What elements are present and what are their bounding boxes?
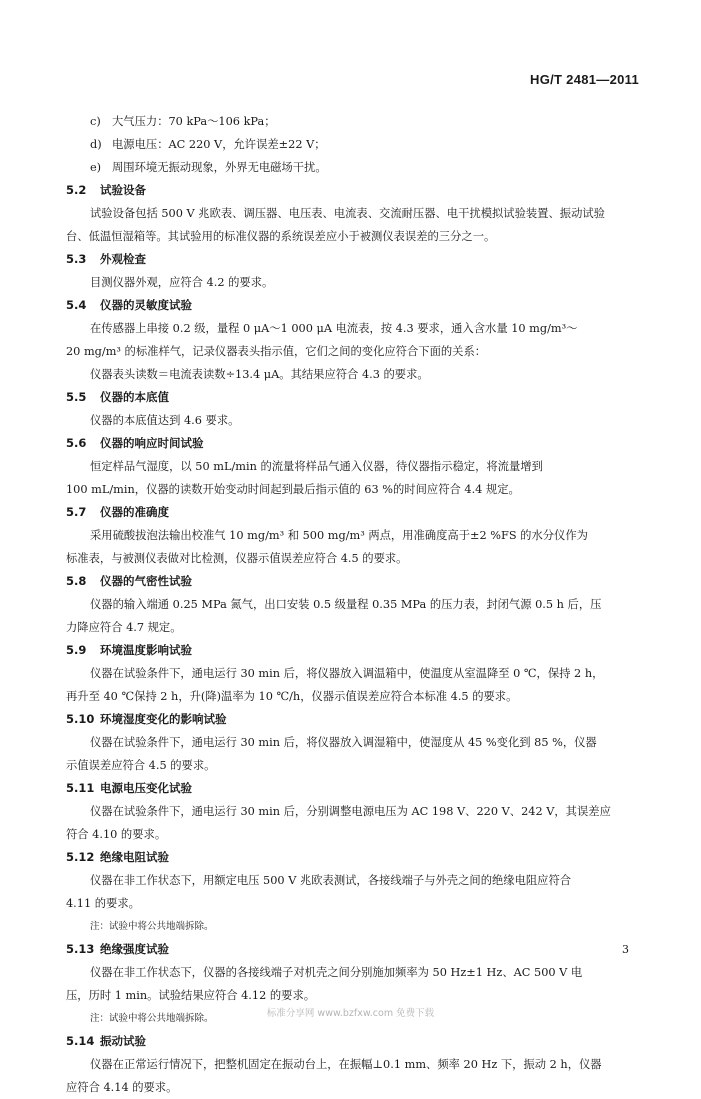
section-heading	[66, 639, 638, 662]
section-heading	[66, 570, 638, 593]
section-heading	[66, 708, 638, 731]
section-number: 5.12	[66, 850, 95, 864]
paragraph-line: 100 mL/min，仪器的读数开始变动时间起到最后指示值的 63 %的时间应符合 4.4 规定。	[66, 483, 520, 496]
document-body	[66, 110, 638, 1099]
list-item	[66, 110, 638, 133]
paragraph-line: 力降应符合 4.7 规定。	[66, 621, 182, 634]
list-item-label: c)	[90, 115, 101, 128]
section-heading	[66, 179, 638, 202]
footer-watermark: 标准分享网 www.bzfxw.com 免费下载	[266, 1008, 435, 1019]
paragraph-line: 试验设备包括 500 V 兆欧表、调压器、电压表、电流表、交流耐压器、电干扰模拟试验装置、振动试验	[90, 207, 605, 220]
paragraph-line: 仪器的输入端通 0.25 MPa 氮气，出口安装 0.5 级量程 0.35 MPa 的压力表，封闭气源 0.5 h 后，压	[90, 598, 602, 611]
section-title: 振动试验	[100, 1034, 146, 1048]
list-item-label: d)	[90, 138, 102, 151]
note: 注：试验中将公共地端拆除。	[90, 1013, 214, 1024]
section-title: 仪器的灵敏度试验	[100, 298, 192, 312]
paragraph-line: 示值误差应符合 4.5 的要求。	[66, 759, 216, 772]
section-number: 5.3	[66, 252, 87, 266]
paragraph-line: 20 mg/m³ 的标准样气，记录仪器表头指示值，它们之间的变化应符合下面的关系：	[66, 345, 487, 358]
section-number: 5.2	[66, 183, 87, 197]
paragraph-line: 仪器在非工作状态下，仪器的各接线端子对机壳之间分别施加频率为 50 Hz±1 Hz、AC 500 V 电	[90, 966, 583, 979]
paragraph-line: 目测仪器外观，应符合 4.2 的要求。	[90, 276, 274, 289]
list-item-label: e)	[90, 161, 102, 174]
section-number: 5.11	[66, 781, 95, 795]
section-number: 5.9	[66, 643, 87, 657]
section-title: 环境湿度变化的影响试验	[100, 712, 227, 726]
paragraph-line: 应符合 4.14 的要求。	[66, 1081, 178, 1094]
section-title: 绝缘强度试验	[100, 942, 169, 956]
paragraph-line: 仪器在试验条件下，通电运行 30 min 后，将仪器放入调湿箱中，使湿度从 45 %变化到 85 %，仪器	[90, 736, 597, 749]
paragraph-line: 再升至 40 ℃保持 2 h，升(降)温率为 10 ℃/h，仪器示值误差应符合本标准 4.5 的要求。	[66, 690, 518, 703]
section-heading	[66, 501, 638, 524]
section-number: 5.10	[66, 712, 95, 726]
paragraph-line: 台、低温恒湿箱等。其试验用的标准仪器的系统误差应小于被测仪表误差的三分之一。	[66, 230, 496, 243]
section-heading	[66, 294, 638, 317]
paragraph-line: 采用硫酸拔泡法输出校准气 10 mg/m³ 和 500 mg/m³ 两点，用准确度高于±2 %FS 的水分仪作为	[90, 529, 588, 542]
list-item	[66, 133, 638, 156]
section-heading	[66, 777, 638, 800]
section-heading	[66, 938, 638, 961]
paragraph-line: 仪器的本底值达到 4.6 要求。	[90, 414, 240, 427]
section-title: 仪器的响应时间试验	[100, 436, 204, 450]
list-item	[66, 156, 638, 179]
section-title: 外观检查	[100, 252, 146, 266]
paragraph-line: 在传感器上串接 0.2 级，量程 0 μA～1 000 μA 电流表，按 4.3 要求，通入含水量 10 mg/m³～	[90, 322, 578, 335]
section-number: 5.7	[66, 505, 87, 519]
section-heading	[66, 432, 638, 455]
section-title: 试验设备	[100, 183, 146, 197]
section-number: 5.13	[66, 942, 95, 956]
paragraph-line: 符合 4.10 的要求。	[66, 828, 167, 841]
section-title: 环境温度影响试验	[100, 643, 192, 657]
list-item-text: 电源电压：AC 220 V，允许误差±22 V；	[112, 138, 326, 151]
section-title: 仪器的本底值	[100, 390, 169, 404]
section-number: 5.5	[66, 390, 87, 404]
paragraph-line: 仪器在试验条件下，通电运行 30 min 后，分别调整电源电压为 AC 198 V、220 V、242 V，其误差应	[90, 805, 611, 818]
section-heading	[66, 248, 638, 271]
paragraph-line: 标准表，与被测仪表做对比检测，仪器示值误差应符合 4.5 的要求。	[66, 552, 408, 565]
standard-code: HG/T 2481—2011	[530, 72, 639, 87]
section-title: 电源电压变化试验	[100, 781, 192, 795]
paragraph-line: 仪器在试验条件下，通电运行 30 min 后，将仪器放入调温箱中，使温度从室温降至 0 ℃，保持 2 h，	[90, 667, 604, 680]
section-number: 5.8	[66, 574, 87, 588]
page-number: 3	[622, 943, 629, 956]
section-title: 仪器的准确度	[100, 505, 169, 519]
paragraph-line: 恒定样品气湿度，以 50 mL/min 的流量将样品气通入仪器，待仪器指示稳定，将流量增到	[90, 460, 543, 473]
paragraph-line: 仪器在非工作状态下，用额定电压 500 V 兆欧表测试，各接线端子与外壳之间的绝缘电阻应符合	[90, 874, 572, 887]
section-number: 5.14	[66, 1034, 95, 1048]
section-title: 绝缘电阻试验	[100, 850, 169, 864]
list-item-text: 大气压力：70 kPa～106 kPa；	[112, 115, 276, 128]
section-number: 5.4	[66, 298, 87, 312]
section-heading	[66, 846, 638, 869]
paragraph-line: 仪器表头读数＝电流表读数÷13.4 μA。其结果应符合 4.3 的要求。	[90, 368, 429, 381]
section-title: 仪器的气密性试验	[100, 574, 192, 588]
paragraph-line: 仪器在正常运行情况下，把整机固定在振动台上，在振幅⊥0.1 mm、频率 20 Hz 下，振动 2 h，仪器	[90, 1058, 602, 1071]
section-heading	[66, 1030, 638, 1053]
paragraph-line: 压，历时 1 min。试验结果应符合 4.12 的要求。	[66, 989, 316, 1002]
section-heading	[66, 386, 638, 409]
section-number: 5.6	[66, 436, 87, 450]
paragraph-line: 4.11 的要求。	[66, 897, 140, 910]
note: 注：试验中将公共地端拆除。	[90, 921, 214, 932]
list-item-text: 周围环境无振动现象，外界无电磁场干扰。	[112, 161, 327, 174]
